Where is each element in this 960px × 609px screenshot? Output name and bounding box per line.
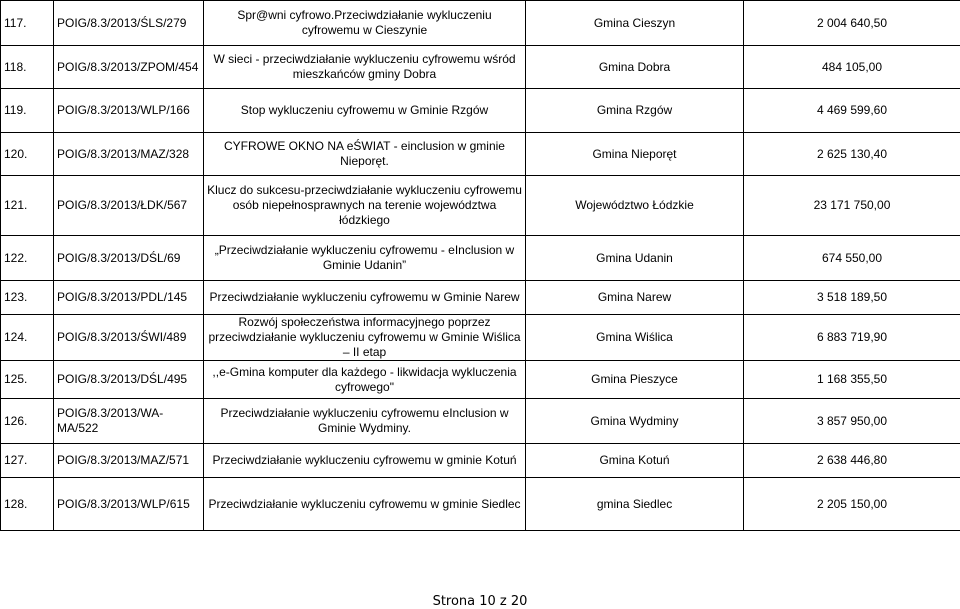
funding-amount: 3 518 189,50 — [744, 281, 960, 315]
row-number: 128. — [1, 478, 54, 531]
project-code: POIG/8.3/2013/PDL/145 — [54, 281, 204, 315]
project-code: POIG/8.3/2013/ŚWI/489 — [54, 315, 204, 361]
funding-amount: 6 883 719,90 — [744, 315, 960, 361]
beneficiary: Województwo Łódzkie — [526, 176, 744, 236]
table-row — [1, 315, 960, 361]
funding-amount: 484 105,00 — [744, 46, 960, 89]
row-number: 120. — [1, 133, 54, 176]
project-code: POIG/8.3/2013/ŁDK/567 — [54, 176, 204, 236]
funding-amount: 3 857 950,00 — [744, 399, 960, 444]
project-title: Klucz do sukcesu-przeciwdziałanie wykluczeniu cyfrowemu osób niepełnosprawnych na terenie województwa łódzkiego — [204, 176, 526, 236]
table-row — [1, 478, 960, 531]
project-title: ,,e-Gmina komputer dla każdego - likwidacja wykluczenia cyfrowego" — [204, 361, 526, 399]
beneficiary: Gmina Rzgów — [526, 89, 744, 133]
project-title: Stop wykluczeniu cyfrowemu w Gminie Rzgów — [204, 89, 526, 133]
row-number: 126. — [1, 399, 54, 444]
beneficiary: Gmina Udanin — [526, 236, 744, 281]
project-code: POIG/8.3/2013/WLP/166 — [54, 89, 204, 133]
funding-amount: 674 550,00 — [744, 236, 960, 281]
row-number: 119. — [1, 89, 54, 133]
funding-amount: 2 638 446,80 — [744, 444, 960, 478]
row-number: 127. — [1, 444, 54, 478]
project-code: POIG/8.3/2013/WLP/615 — [54, 478, 204, 531]
funding-amount: 2 004 640,50 — [744, 1, 960, 46]
project-code: POIG/8.3/2013/WA-MA/522 — [54, 399, 204, 444]
project-code: POIG/8.3/2013/DŚL/495 — [54, 361, 204, 399]
table-row — [1, 46, 960, 89]
project-title: Spr@wni cyfrowo.Przeciwdziałanie wykluczeniu cyfrowemu w Cieszynie — [204, 1, 526, 46]
row-number: 123. — [1, 281, 54, 315]
project-title: Przeciwdziałanie wykluczeniu cyfrowemu w gminie Kotuń — [204, 444, 526, 478]
project-code: POIG/8.3/2013/MAZ/571 — [54, 444, 204, 478]
project-title: W sieci - przeciwdziałanie wykluczeniu cyfrowemu wśród mieszkańców gminy Dobra — [204, 46, 526, 89]
table-row — [1, 176, 960, 236]
project-code: POIG/8.3/2013/ZPOM/454 — [54, 46, 204, 89]
project-title: CYFROWE OKNO NA eŚWIAT - einclusion w gminie Nieporęt. — [204, 133, 526, 176]
row-number: 125. — [1, 361, 54, 399]
project-code: POIG/8.3/2013/ŚLS/279 — [54, 1, 204, 46]
project-title: Rozwój społeczeństwa informacyjnego poprzez przeciwdziałanie wykluczeniu cyfrowemu w Gminie Wiślica – II etap — [204, 315, 526, 361]
table-row — [1, 236, 960, 281]
beneficiary: Gmina Wiślica — [526, 315, 744, 361]
table-body — [1, 1, 960, 531]
beneficiary: gmina Siedlec — [526, 478, 744, 531]
project-title: Przeciwdziałanie wykluczeniu cyfrowemu w gminie Siedlec — [204, 478, 526, 531]
beneficiary: Gmina Narew — [526, 281, 744, 315]
page-number: Strona 10 z 20 — [0, 594, 960, 609]
project-code: POIG/8.3/2013/MAZ/328 — [54, 133, 204, 176]
project-title: Przeciwdziałanie wykluczeniu cyfrowemu w Gminie Narew — [204, 281, 526, 315]
table-row — [1, 89, 960, 133]
beneficiary: Gmina Pieszyce — [526, 361, 744, 399]
project-title: Przeciwdziałanie wykluczeniu cyfrowemu eInclusion w Gminie Wydminy. — [204, 399, 526, 444]
row-number: 117. — [1, 1, 54, 46]
beneficiary: Gmina Cieszyn — [526, 1, 744, 46]
beneficiary: Gmina Wydminy — [526, 399, 744, 444]
funding-amount: 2 625 130,40 — [744, 133, 960, 176]
project-title: „Przeciwdziałanie wykluczeniu cyfrowemu - eInclusion w Gminie Udanin” — [204, 236, 526, 281]
table-row — [1, 133, 960, 176]
beneficiary: Gmina Kotuń — [526, 444, 744, 478]
table-row — [1, 399, 960, 444]
row-number: 124. — [1, 315, 54, 361]
row-number: 122. — [1, 236, 54, 281]
table-row — [1, 361, 960, 399]
row-number: 118. — [1, 46, 54, 89]
funding-amount: 4 469 599,60 — [744, 89, 960, 133]
table-row — [1, 1, 960, 46]
funding-amount: 23 171 750,00 — [744, 176, 960, 236]
row-number: 121. — [1, 176, 54, 236]
funding-amount: 1 168 355,50 — [744, 361, 960, 399]
beneficiary: Gmina Dobra — [526, 46, 744, 89]
project-code: POIG/8.3/2013/DŚL/69 — [54, 236, 204, 281]
funding-amount: 2 205 150,00 — [744, 478, 960, 531]
table-row — [1, 281, 960, 315]
table-row — [1, 444, 960, 478]
beneficiary: Gmina Nieporęt — [526, 133, 744, 176]
